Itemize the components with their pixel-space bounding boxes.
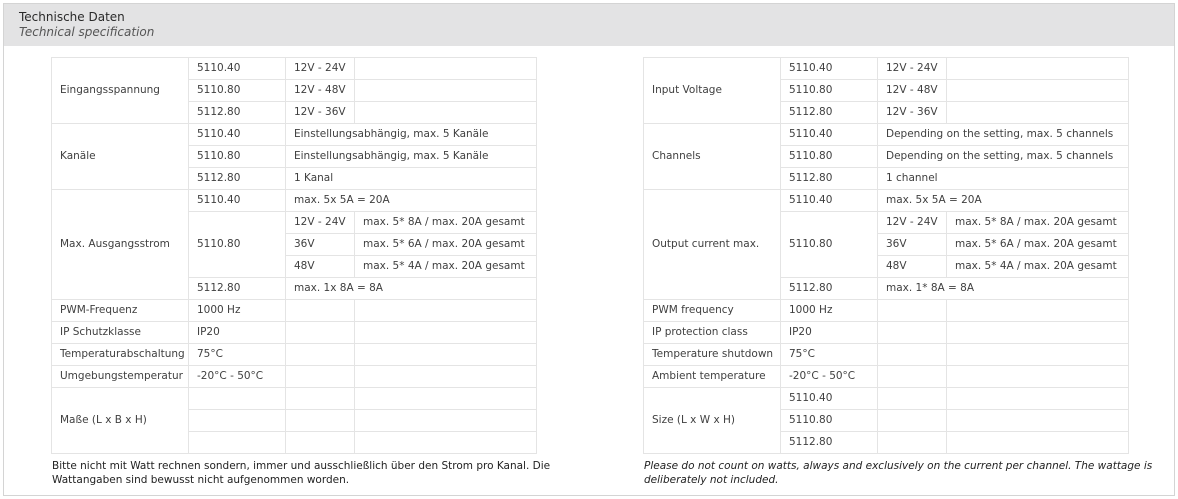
voltage-cell: 36V <box>878 234 947 256</box>
value-cell: 75°C <box>189 344 286 366</box>
model-cell: 5110.40 <box>189 124 286 146</box>
model-cell: 5110.80 <box>189 146 286 168</box>
empty-cell <box>947 432 1129 454</box>
empty-cell <box>947 80 1129 102</box>
voltage-cell: 48V <box>286 256 355 278</box>
voltage-cell: 36V <box>286 234 355 256</box>
model-cell: 5110.40 <box>189 58 286 80</box>
row-label-output-current: Output current max. <box>644 190 781 300</box>
empty-cell <box>355 322 537 344</box>
row-label-pwm: PWM frequency <box>644 300 781 322</box>
model-cell: 5110.40 <box>781 58 878 80</box>
spec-table-en <box>643 57 1129 454</box>
row-label-channels: Channels <box>644 124 781 190</box>
value-cell: max. 5x 5A = 20A <box>878 190 1129 212</box>
empty-cell <box>355 410 537 432</box>
page-subtitle: Technical specification <box>19 25 155 39</box>
value-cell: Depending on the setting, max. 5 channels <box>878 146 1129 168</box>
empty-cell <box>878 322 947 344</box>
model-cell: 5110.80 <box>781 212 878 278</box>
empty-cell <box>355 80 537 102</box>
value-cell: max. 5* 6A / max. 20A gesamt <box>355 234 537 256</box>
empty-cell <box>355 388 537 410</box>
empty-cell <box>878 300 947 322</box>
empty-cell <box>189 432 286 454</box>
value-cell: -20°C - 50°C <box>781 366 878 388</box>
value-cell: max. 5* 8A / max. 20A gesamt <box>947 212 1129 234</box>
empty-cell <box>947 322 1129 344</box>
value-cell: IP20 <box>189 322 286 344</box>
model-cell: 5112.80 <box>781 102 878 124</box>
empty-cell <box>286 322 355 344</box>
empty-cell <box>189 388 286 410</box>
value-cell: 12V - 36V <box>878 102 947 124</box>
row-label-temp-shutdown: Temperature shutdown <box>644 344 781 366</box>
value-cell: max. 5* 8A / max. 20A gesamt <box>355 212 537 234</box>
empty-cell <box>878 432 947 454</box>
value-cell: max. 1* 8A = 8A <box>878 278 1129 300</box>
page-title: Technische Daten <box>19 10 125 24</box>
model-cell: 5110.40 <box>781 124 878 146</box>
empty-cell <box>286 344 355 366</box>
value-cell: -20°C - 50°C <box>189 366 286 388</box>
value-cell: max. 5* 4A / max. 20A gesamt <box>947 256 1129 278</box>
value-cell: 12V - 24V <box>286 58 355 80</box>
empty-cell <box>355 366 537 388</box>
model-cell: 5110.40 <box>781 190 878 212</box>
table-row <box>52 124 537 146</box>
empty-cell <box>189 410 286 432</box>
row-label-size: Size (L x W x H) <box>644 388 781 454</box>
empty-cell <box>947 366 1129 388</box>
table-row <box>52 344 537 366</box>
model-cell: 5112.80 <box>189 168 286 190</box>
voltage-cell: 12V - 24V <box>878 212 947 234</box>
model-cell: 5110.80 <box>189 80 286 102</box>
footnote-de: Bitte nicht mit Watt rechnen sondern, immer und ausschließlich über den Strom pro Kanal. Die Wattangaben sind bewusst nicht aufgenommen worden. <box>52 460 551 486</box>
value-cell: max. 5* 4A / max. 20A gesamt <box>355 256 537 278</box>
table-row <box>644 58 1129 80</box>
empty-cell <box>947 410 1129 432</box>
model-cell: 5112.80 <box>189 102 286 124</box>
row-label-pwm: PWM-Frequenz <box>52 300 189 322</box>
empty-cell <box>878 410 947 432</box>
empty-cell <box>355 300 537 322</box>
model-cell: 5110.80 <box>781 146 878 168</box>
value-cell: max. 5* 6A / max. 20A gesamt <box>947 234 1129 256</box>
model-cell: 5110.80 <box>781 410 878 432</box>
table-row <box>644 300 1129 322</box>
value-cell: 75°C <box>781 344 878 366</box>
table-row <box>644 322 1129 344</box>
value-cell: 12V - 36V <box>286 102 355 124</box>
empty-cell <box>947 102 1129 124</box>
value-cell: 12V - 48V <box>286 80 355 102</box>
table-row <box>52 190 537 212</box>
model-cell: 5110.40 <box>781 388 878 410</box>
value-cell: 1000 Hz <box>189 300 286 322</box>
model-cell: 5112.80 <box>781 168 878 190</box>
voltage-cell: 12V - 24V <box>286 212 355 234</box>
value-cell: Einstellungsabhängig, max. 5 Kanäle <box>286 146 537 168</box>
empty-cell <box>286 410 355 432</box>
empty-cell <box>947 300 1129 322</box>
row-label-input-voltage: Input Voltage <box>644 58 781 124</box>
value-cell: Einstellungsabhängig, max. 5 Kanäle <box>286 124 537 146</box>
empty-cell <box>286 388 355 410</box>
footnote-en: Please do not count on watts, always and exclusively on the current per channel. The wattage is deliberately not included. <box>644 460 1153 486</box>
table-row <box>52 366 537 388</box>
value-cell: max. 1x 8A = 8A <box>286 278 537 300</box>
table-row <box>52 300 537 322</box>
spec-header <box>4 4 1174 46</box>
value-cell: Depending on the setting, max. 5 channels <box>878 124 1129 146</box>
empty-cell <box>286 366 355 388</box>
row-label-ip: IP Schutzklasse <box>52 322 189 344</box>
value-cell: max. 5x 5A = 20A <box>286 190 537 212</box>
model-cell: 5112.80 <box>189 278 286 300</box>
table-row <box>644 366 1129 388</box>
value-cell: 12V - 48V <box>878 80 947 102</box>
empty-cell <box>355 432 537 454</box>
empty-cell <box>947 58 1129 80</box>
empty-cell <box>947 344 1129 366</box>
model-cell: 5110.40 <box>189 190 286 212</box>
table-row <box>644 388 1129 410</box>
value-cell: IP20 <box>781 322 878 344</box>
empty-cell <box>286 300 355 322</box>
table-row <box>644 344 1129 366</box>
spec-table-de <box>51 57 537 454</box>
row-label-temp-shutdown: Temperaturabschaltung <box>52 344 189 366</box>
empty-cell <box>286 432 355 454</box>
row-label-channels: Kanäle <box>52 124 189 190</box>
value-cell: 12V - 24V <box>878 58 947 80</box>
table-row <box>644 190 1129 212</box>
row-label-input-voltage: Eingangsspannung <box>52 58 189 124</box>
model-cell: 5110.80 <box>189 212 286 278</box>
table-row <box>52 58 537 80</box>
value-cell: 1 channel <box>878 168 1129 190</box>
table-row <box>52 388 537 410</box>
empty-cell <box>878 344 947 366</box>
empty-cell <box>878 366 947 388</box>
empty-cell <box>355 344 537 366</box>
empty-cell <box>355 58 537 80</box>
row-label-ambient: Ambient temperature <box>644 366 781 388</box>
voltage-cell: 48V <box>878 256 947 278</box>
model-cell: 5112.80 <box>781 432 878 454</box>
model-cell: 5112.80 <box>781 278 878 300</box>
row-label-ambient: Umgebungstemperatur <box>52 366 189 388</box>
empty-cell <box>878 388 947 410</box>
row-label-size: Maße (L x B x H) <box>52 388 189 454</box>
table-row <box>52 322 537 344</box>
row-label-ip: IP protection class <box>644 322 781 344</box>
empty-cell <box>355 102 537 124</box>
table-row <box>644 124 1129 146</box>
empty-cell <box>947 388 1129 410</box>
value-cell: 1000 Hz <box>781 300 878 322</box>
row-label-output-current: Max. Ausgangsstrom <box>52 190 189 300</box>
model-cell: 5110.80 <box>781 80 878 102</box>
value-cell: 1 Kanal <box>286 168 537 190</box>
